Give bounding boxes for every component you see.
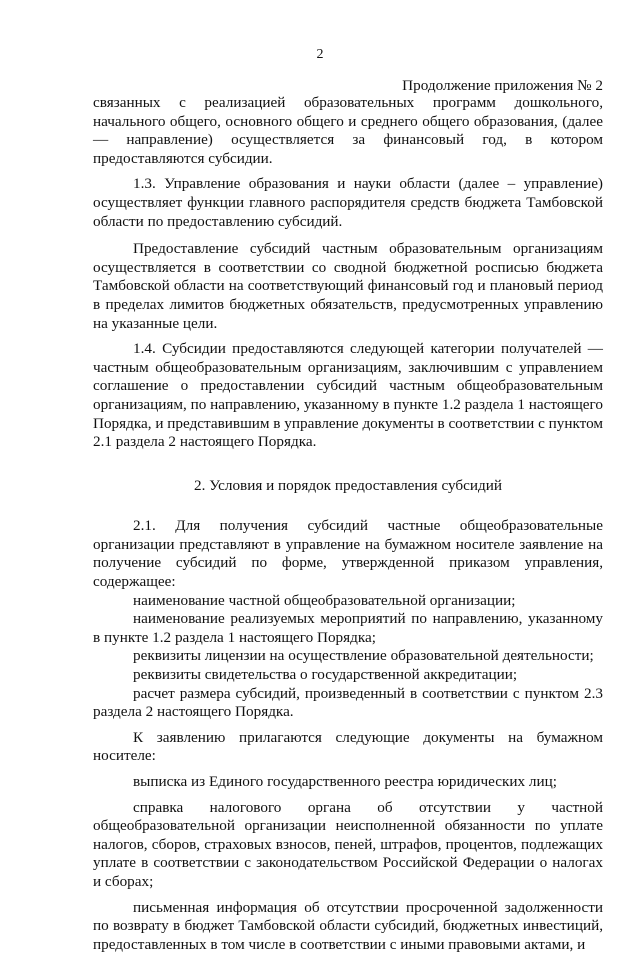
list-item: наименование реализуемых мероприятий по направлению, указанному в пункте 1.2 раздела 1 настоящего Порядка; [93, 610, 603, 646]
list-item: выписка из Единого государственного реестра юридических лиц; [133, 773, 557, 790]
list-item: письменная информация об отсутствии просроченной задолженности по возврату в бюджет Тамбовской области субсидий, бюджетных инвестиций, предоставленных в том числе в соответствии с иными правовыми актами, и [93, 898, 603, 953]
paragraph-budget: Предоставление субсидий частным образовательным организациям осуществляется в соответствии со сводной бюджетной росписью бюджета Тамбовской области на соответствующий финансовый год и плановый период в пределах лимитов бюджетных обязательств, предусмотренных управлению на указанные цели. [93, 240, 603, 332]
appendix-note: Продолжение приложения № 2 [402, 77, 603, 94]
paragraph-2-1: 2.1. Для получения субсидий частные общеобразовательные организации представляют в управление на бумажном носителе заявление на получение субсидий по форме, утвержденной приказом управления, содержащее: [93, 517, 603, 591]
list-item: расчет размера субсидий, произведенный в соответствии с пунктом 2.3 раздела 2 настоящего Порядка. [93, 684, 603, 721]
paragraph-1-3: 1.3. Управление образования и науки области (далее – управление) осуществляет функции главного распорядителя средств бюджета Тамбовской области по предоставлению субсидий. [93, 175, 603, 230]
paragraph-1-4: 1.4. Субсидии предоставляются следующей категории получателей — частным общеобразовательным организациям, заключившим с управлением соглашение о предоставлении субсидий частным общеобразовательным организациям, по направлению, указанному в пункте 1.2 раздела 1 настоящего Порядка, и представившим в управление документы в соответствии с пунктом 2.1 раздела 2 настоящего Порядка. [93, 340, 603, 451]
list-item: реквизиты свидетельства о государственной аккредитации; [133, 666, 518, 684]
list-item: наименование частной общеобразовательной организации; [133, 591, 516, 609]
list-item: реквизиты лицензии на осуществление образовательной деятельности; [133, 647, 594, 665]
page-number: 2 [316, 47, 324, 62]
section-heading: 2. Условия и порядок предоставления субсидий [194, 476, 502, 494]
document-body [93, 94, 603, 954]
paragraph-attachments: К заявлению прилагаются следующие документы на бумажном носителе: [93, 728, 603, 765]
paragraph-continuation: связанных с реализацией образовательных программ дошкольного, начального общего, основного общего и среднего общего образования, (далее — направление) осуществляется за финансовый год, в котором предоставляются субсидии. [93, 94, 603, 167]
list-item: справка налогового органа об отсутствии у частной общеобразовательной организации неисполненной обязанности по уплате налогов, сборов, страховых взносов, пеней, штрафов, процентов, подлежащих уплате в соответствии с законодательством Российской Федерации о налогах и сборах; [93, 798, 603, 890]
